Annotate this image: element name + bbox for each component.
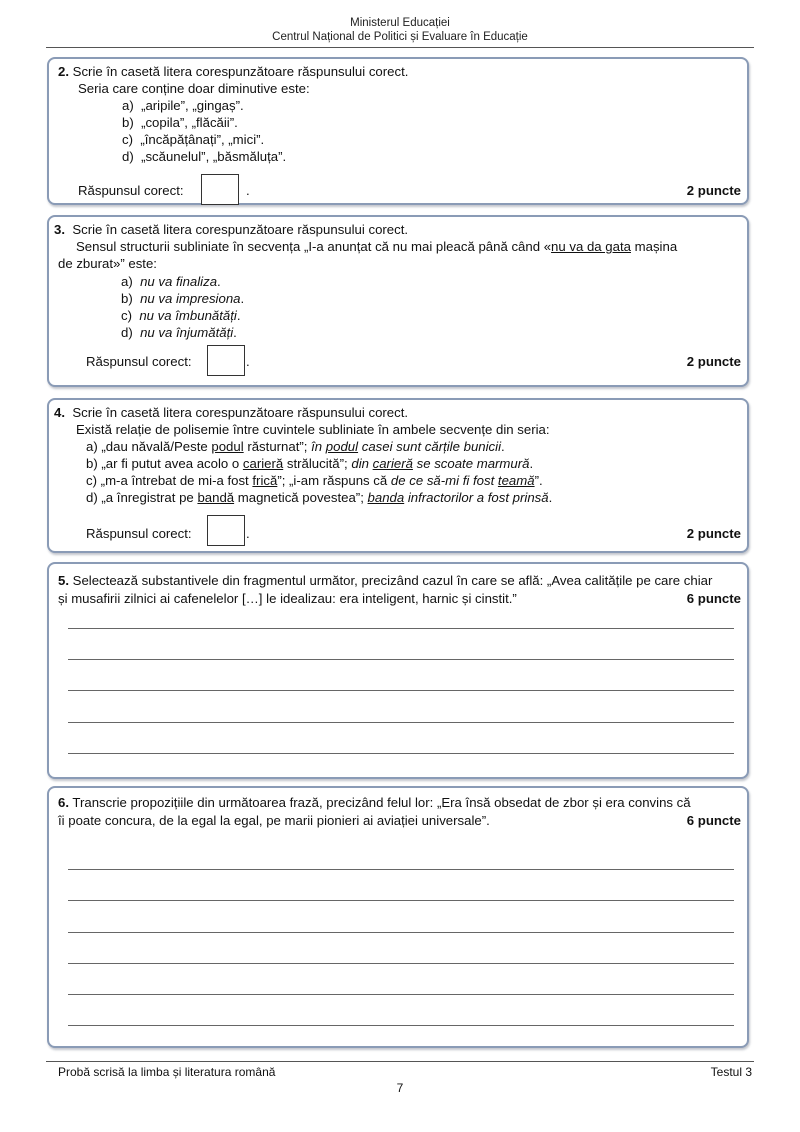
q4-points: 2 puncte — [686, 526, 741, 541]
q4-option-c: c) „m-a întrebat de mi-a fost frică”; „i-am răspuns că de ce să-mi fi fost teamă”. — [86, 473, 543, 488]
q5-points: 6 puncte — [686, 591, 741, 606]
q2-answer-label: Răspunsul corect: — [78, 183, 184, 198]
q2-question: Seria care conține doar diminutive este: — [78, 81, 310, 96]
q2-points: 2 puncte — [686, 183, 741, 198]
footer-subject: Probă scrisă la limba și literatura română — [58, 1065, 276, 1079]
q2-answer-suffix: . — [246, 183, 250, 198]
question-4-box — [47, 398, 749, 553]
q2-option-c: c) „încăpățânați”, „mici”. — [122, 132, 265, 147]
q5-answer-line[interactable] — [68, 753, 734, 754]
q4-answer-box[interactable] — [207, 515, 245, 546]
q4-question: Există relație de polisemie între cuvintele subliniate în ambele secvențe din seria: — [76, 422, 550, 437]
q6-answer-line[interactable] — [68, 900, 734, 901]
q4-option-d: d) „a înregistrat pe bandă magnetică povestea”; banda infractorilor a fost prinsă. — [86, 490, 553, 505]
q6-answer-line[interactable] — [68, 932, 734, 933]
q3-answer-suffix: . — [246, 354, 250, 369]
q4-number: 4. — [54, 405, 65, 420]
q2-instruction-line — [58, 64, 408, 80]
q3-points: 2 puncte — [686, 354, 741, 369]
q2-number: 2. — [58, 64, 69, 79]
footer-divider — [46, 1061, 754, 1062]
q3-answer-box[interactable] — [207, 345, 245, 376]
q5-answer-line[interactable] — [68, 722, 734, 723]
q3-option-c: c) nu va îmbunătăți. — [121, 308, 241, 323]
q3-option-a: a) nu va finaliza. — [121, 274, 221, 289]
q5-prompt-1: Selectează substantivele din fragmentul următor, precizând cazul în care se află: „Avea calitățile pe care chiar — [69, 573, 713, 588]
page-number: 7 — [396, 1081, 404, 1095]
q6-text-line2: îi poate concura, de la egal la egal, pe marii pionieri ai aviației universale”. — [58, 813, 490, 828]
q6-answer-line[interactable] — [68, 994, 734, 995]
q2-option-a: a) „aripile”, „gingaș”. — [122, 98, 244, 113]
question-5-box — [47, 562, 749, 779]
q3-question-line2: de zburat»” este: — [58, 256, 157, 271]
q5-number: 5. — [58, 573, 69, 588]
q4-answer-suffix: . — [246, 526, 250, 541]
question-6-box — [47, 786, 749, 1048]
q3-number: 3. — [54, 222, 65, 237]
q6-number: 6. — [58, 795, 69, 810]
q5-text-line1 — [58, 573, 712, 589]
header-ministry: Ministerul Educației — [350, 17, 450, 29]
q5-answer-line[interactable] — [68, 659, 734, 660]
footer-test: Testul 3 — [710, 1065, 752, 1079]
q4-option-b: b) „ar fi putut avea acolo o carieră strălucită”; din carieră se scoate marmură. — [86, 456, 534, 471]
page-header — [0, 16, 800, 44]
q3-answer-label: Răspunsul corect: — [86, 354, 192, 369]
q3-instruction: Scrie în casetă litera corespunzătoare răspunsului corect. — [72, 222, 409, 237]
q2-option-d: d) „scăunelul”, „băsmăluța”. — [122, 149, 287, 164]
q4-instruction: Scrie în casetă litera corespunzătoare răspunsului corect. — [72, 405, 409, 420]
q3-option-d: d) nu va înjumătăți. — [121, 325, 237, 340]
q6-prompt-1: Transcrie propozițiile din următoarea frază, precizând felul lor: „Era însă obsedat de zbor și era convins că — [69, 795, 691, 810]
q5-text-line2: și musafirii zilnici ai cafenelelor […] le idealizau: era inteligent, harnic și cinstit.” — [58, 591, 517, 606]
q3-instruction-line — [54, 222, 408, 238]
q3-option-b: b) nu va impresiona. — [121, 291, 245, 306]
question-3-box — [47, 215, 749, 387]
q5-answer-line[interactable] — [68, 628, 734, 629]
q6-answer-line[interactable] — [68, 869, 734, 870]
q2-option-b: b) „copila”, „flăcăii”. — [122, 115, 238, 130]
q5-answer-line[interactable] — [68, 690, 734, 691]
q2-answer-box[interactable] — [201, 174, 239, 205]
q3-underlined-phrase: nu va da gata — [551, 239, 631, 254]
q6-text-line1 — [58, 795, 691, 811]
q6-answer-line[interactable] — [68, 1025, 734, 1026]
q3-question-line1: Sensul structurii subliniate în secvența „I-a anunțat că nu mai pleacă până când «nu va da gata mașina — [76, 239, 678, 254]
q4-instruction-line — [54, 405, 408, 421]
q4-answer-label: Răspunsul corect: — [86, 526, 192, 541]
question-2-box — [47, 57, 749, 205]
header-center: Centrul Național de Politici și Evaluare în Educație — [272, 31, 528, 43]
q6-answer-line[interactable] — [68, 963, 734, 964]
header-divider — [46, 47, 754, 48]
q2-instruction: Scrie în casetă litera corespunzătoare răspunsului corect. — [72, 64, 409, 79]
q4-option-a: a) „dau năvală/Peste podul răsturnat”; în podul casei sunt cărțile bunicii. — [86, 439, 505, 454]
q6-points: 6 puncte — [686, 813, 741, 828]
